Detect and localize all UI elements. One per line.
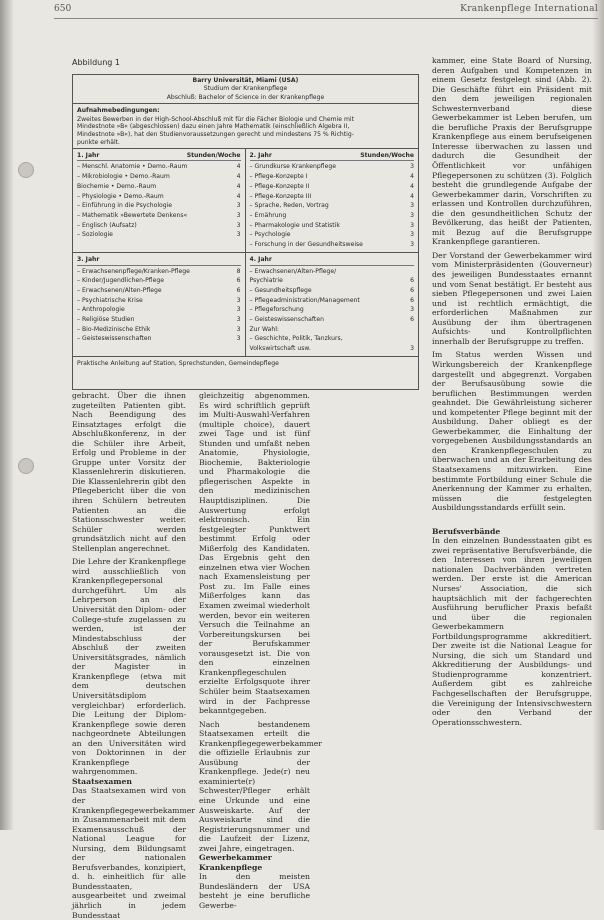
course-name: – Pharmakologie und Statistik bbox=[249, 221, 340, 229]
hours-label: Stunden/Woche bbox=[360, 151, 414, 159]
section-heading: Berufsverbände bbox=[432, 526, 501, 536]
course-hours: 6 bbox=[410, 286, 414, 294]
course-row bbox=[77, 221, 241, 231]
course-name: – Pflege-Konzepte III bbox=[249, 192, 312, 200]
year-1-list bbox=[77, 162, 241, 240]
course-row bbox=[250, 211, 415, 221]
course-row bbox=[77, 296, 241, 306]
course-hours: 3 bbox=[236, 212, 241, 219]
course-hours: 6 bbox=[410, 277, 414, 285]
course-name: – Einführung in die Psychologie bbox=[77, 202, 173, 210]
course-row bbox=[77, 334, 241, 344]
course-row bbox=[250, 162, 415, 172]
course-name: – Anthropologie bbox=[77, 306, 125, 314]
years-1-2 bbox=[73, 149, 418, 253]
course-hours: 3 bbox=[410, 202, 414, 210]
course-row bbox=[250, 192, 415, 202]
course-row bbox=[77, 325, 241, 335]
course-hours: 4 bbox=[236, 192, 241, 200]
punch-hole bbox=[18, 162, 34, 178]
course-hours: 3 bbox=[236, 306, 241, 314]
course-hours: 4 bbox=[236, 163, 241, 171]
admission-line: Mindestnote »B«), hat den Studienvoraussetzungen gerecht und mindestens 75 % Richtig- bbox=[77, 131, 354, 139]
course-row bbox=[250, 334, 415, 344]
admission-section bbox=[73, 104, 418, 149]
course-name: – Mikrobiologie • Demo.-Raum bbox=[77, 173, 170, 181]
course-name: – Ernährung bbox=[249, 212, 287, 219]
course-name: – Psychologie bbox=[249, 231, 291, 239]
admission-line: punkte erhält. bbox=[77, 138, 120, 146]
punch-hole bbox=[18, 458, 34, 474]
course-row bbox=[250, 276, 415, 286]
course-name: – Erwachsenenpflege/Kranken-Pflege bbox=[77, 267, 190, 275]
course-row bbox=[250, 305, 415, 315]
course-row bbox=[250, 344, 415, 354]
course-hours: 3 bbox=[236, 325, 241, 333]
course-name: – Geisteswissenschaften bbox=[249, 316, 324, 324]
course-hours: 6 bbox=[236, 277, 241, 285]
course-hours: 3 bbox=[410, 241, 414, 249]
text-column-2 bbox=[199, 391, 322, 911]
paragraph: Im Status werden Wissen und Wirkungsbereich der Krankenpflege dargestellt und abgegrenzt. Vorgaben der Berufsausübung sowie die beruflichen Bestimmungen werden geahndet. Die Gewährleistung sicherer und kompetenter Pflege beginnt mit der Ausbildung. Daher obliegt es der Gewerbekammer, die Einhaltung der vorgegebenen Ausbildungsstandards an den Krankenpflegeschulen zu überwachen und an der Erarbeitung des Staatsexamens mitzuwirken. Eine bestimmte Fortbildung einer Schule die Anerkennung der Kammer zu erhalten, müssen die festgelegten Ausbildungsstandards erfüllt sein. bbox=[432, 350, 592, 513]
course-name: – Pflege-Konzepte II bbox=[249, 182, 310, 190]
course-name: – Menschl. Anatomie • Demo.-Raum bbox=[77, 163, 188, 171]
course-row bbox=[77, 162, 241, 172]
year-2-list bbox=[250, 162, 415, 249]
year-4-list bbox=[250, 267, 415, 354]
course-row bbox=[77, 315, 241, 325]
years-3-4 bbox=[73, 253, 418, 357]
course-hours: 3 bbox=[236, 202, 241, 210]
paragraph: kammer, eine State Board of Nursing, deren Aufgaben und Kompetenzen in einem Gesetz festgelegt sind (Abb. 2). Die Geschäfte führt ein Präsident mit den dem jeweiligen regionalen Schwesternverband diese Gewerbekammer ist Leben berufen, um die berufliche Praxis der Berufsgruppe Krankenpflege aus einem berufseigenen Interesse überwachen zu lassen und dadurch die Gesundheit der Öffentlichkeit vor unfähigen Pflegepersonen zu schützen (3). Folglich besteht die grundlegende Aufgabe der Gewerbekammer darin, Vorschriften zu erlassen und Kontrollen durchzuführen, die den gesundheitlichen Schutz der Bevölkerung, das heißt der Patienten, mit Bezug auf die Berufsgruppe Krankenpflege garantieren. bbox=[432, 56, 592, 247]
course-name: – Englisch (Aufsatz) bbox=[77, 221, 137, 229]
course-name: – Sprache, Reden, Vortrag bbox=[249, 202, 329, 210]
year-3-label: 3. Jahr bbox=[77, 255, 100, 263]
course-row bbox=[77, 192, 241, 202]
program-name: Studium der Krankenpflege bbox=[203, 85, 288, 93]
course-name: – Pflegeforschung bbox=[249, 306, 304, 314]
curriculum-table bbox=[72, 74, 419, 390]
course-row bbox=[250, 286, 415, 296]
course-name: – Soziologie bbox=[77, 231, 113, 239]
course-row bbox=[250, 315, 415, 325]
course-hours: 3 bbox=[410, 221, 414, 229]
course-hours: 4 bbox=[410, 173, 414, 181]
year-3-list bbox=[77, 267, 241, 345]
course-hours: 4 bbox=[236, 173, 241, 181]
course-name: Volkswirtschaft usw. bbox=[249, 345, 311, 353]
course-name: – Religiöse Studien bbox=[77, 316, 135, 324]
year-2-column bbox=[246, 149, 419, 252]
table-title bbox=[73, 75, 418, 104]
paragraph: In den meisten Bundesländern der USA besteht je eine berufliche Gewerbe- bbox=[199, 872, 310, 910]
course-row bbox=[250, 240, 415, 250]
practical-note: Praktische Anleitung auf Station, Sprechstunden, Gemeindepflege bbox=[77, 359, 279, 367]
course-row bbox=[77, 182, 241, 192]
page-edge bbox=[592, 0, 604, 830]
course-name: – Physiologie • Demo.-Raum bbox=[77, 192, 164, 200]
course-row bbox=[77, 267, 241, 277]
course-row bbox=[250, 325, 415, 335]
course-hours: 3 bbox=[236, 316, 241, 324]
course-hours: 6 bbox=[410, 316, 414, 324]
admission-line: Zweites Bewerben in der High-School-Abschluß mit für die Fächer Biologie und Chemie mit bbox=[77, 115, 354, 123]
course-hours: 3 bbox=[236, 296, 241, 304]
year-2-label: 2. Jahr bbox=[249, 151, 272, 159]
course-row bbox=[77, 286, 241, 296]
admission-line: Mindestnote »B« (abgeschlossen) dazu einen Jahre Mathematik (einschließlich Algebra II, bbox=[77, 123, 350, 131]
course-name: – Bio-Medizinische Ethik bbox=[77, 325, 151, 333]
paragraph: gebracht. Über die ihnen zugeteilten Patienten gibt. Nach Beendigung des Einsatztages erfolgt die Abschlußkonferenz, in der die Schüler ihre Arbeit, Erfolg und Probleme in der Gruppe unter Vorsitz der Klassenlehrerin diskutieren. Die Klassenlehrerin gibt den Pflegebericht über die von ihren Schülern betreuten Patienten an die Stationsschwester weiter. Schüler werden grundsätzlich nicht auf den Stellenplan angerechnet. bbox=[72, 391, 186, 553]
course-hours: 3 bbox=[410, 231, 414, 239]
course-name: – Psychiatrische Krise bbox=[77, 296, 143, 304]
course-row bbox=[77, 305, 241, 315]
year-3-column bbox=[73, 253, 246, 356]
course-name: – Pflege-Konzepte I bbox=[249, 173, 308, 181]
text-column-1 bbox=[72, 391, 195, 920]
paragraph: In den einzelnen Bundesstaaten gibt es zwei repräsentative Berufsverbände, die den Interessen von ihren jeweiligen nationalen Dachverbänden vertreten werden. Der erste ist die American Nurses' Association, die sich hauptsächlich mit der fachgerechten Ausführung beruflicher Praxis befaßt und über die regionalen Gewerbekammern Fortbildungsprogramme akkreditiert. Der zweite ist die National League for Nursing, die sich um Standard und Akkreditierung der Ausbildungs- und Studienprogramme konzentriert. Außerdem gibt es zahlreiche Fachgesellschaften der Berufsgruppe, die Vereinigung der Intensivschwestern oder den Verband der Operationsschwestern. bbox=[432, 536, 592, 727]
course-hours: 3 bbox=[236, 231, 241, 239]
course-row bbox=[77, 230, 241, 240]
course-name: – Geisteswissenschaften bbox=[77, 335, 152, 343]
course-hours bbox=[405, 267, 414, 277]
text-column-right bbox=[432, 56, 592, 727]
section-heading: Gewerbekammer Krankenpflege bbox=[199, 853, 272, 872]
figure-label: Abbildung 1 bbox=[72, 58, 121, 67]
course-row bbox=[77, 276, 241, 286]
course-name: Biochemie • Demo.-Raum bbox=[77, 182, 157, 190]
course-name: – Forschung in der Gesundheitsweise bbox=[249, 241, 363, 249]
admission-heading: Aufnahmebedingungen: bbox=[77, 106, 160, 114]
course-hours: 8 bbox=[236, 267, 241, 275]
course-row bbox=[250, 230, 415, 240]
course-hours: 4 bbox=[236, 182, 241, 190]
header-rule bbox=[54, 18, 598, 19]
paragraph: Der Vorstand der Gewerbekammer wird vom Ministerpräsidenten (Gouverneur) des jeweiligen Bundesstaates ernannt und vom Senat bestätigt. Er besteht aus sieben Pflegepersonen und zwei Laien und ist rechtlich ermächtigt, die erforderlichen Maßnahmen zur Ausübung der ihm übertragenen Aufsichts- und Kontrollpflichten innerhalb der Berufsgruppe zu treffen. bbox=[432, 250, 592, 346]
course-row bbox=[77, 172, 241, 182]
course-row bbox=[77, 211, 241, 221]
course-name: Psychiatrie bbox=[249, 277, 283, 285]
course-hours: 3 bbox=[236, 221, 241, 229]
course-row bbox=[250, 267, 415, 277]
course-hours: 6 bbox=[236, 286, 241, 294]
hours-label: Stunden/Woche bbox=[186, 151, 241, 159]
course-hours: 4 bbox=[410, 182, 414, 190]
course-row bbox=[250, 182, 415, 192]
course-name: – Erwachsenen/Alten-Pflege/ bbox=[249, 267, 337, 275]
course-hours bbox=[405, 334, 414, 344]
degree-name: Abschluß: Bachelor of Science in der Krankenpflege bbox=[166, 93, 325, 101]
course-name: – Geschichte, Politik, Tanzkurs, bbox=[249, 335, 343, 343]
course-row bbox=[250, 221, 415, 231]
running-head: Krankenpflege International bbox=[460, 4, 598, 14]
course-hours: 3 bbox=[410, 163, 414, 171]
course-row bbox=[250, 201, 415, 211]
course-row bbox=[250, 296, 415, 306]
course-name: Zur Wahl: bbox=[249, 325, 279, 333]
course-hours bbox=[405, 325, 414, 335]
course-name: – Grundkurse Krankenpflege bbox=[249, 163, 336, 171]
course-hours: 3 bbox=[410, 345, 414, 353]
course-row bbox=[77, 201, 241, 211]
section-heading: Staatsexamen bbox=[72, 776, 133, 786]
page-binding-shadow bbox=[0, 0, 14, 830]
course-hours: 3 bbox=[236, 335, 241, 343]
year-1-label: 1. Jahr bbox=[77, 151, 100, 159]
course-hours: 6 bbox=[410, 296, 414, 304]
year-4-column bbox=[246, 253, 419, 356]
course-hours: 3 bbox=[410, 306, 414, 314]
page-number: 650 bbox=[54, 4, 72, 14]
year-4-label: 4. Jahr bbox=[249, 255, 272, 263]
university-name: Barry Universität, Miami (USA) bbox=[192, 77, 299, 84]
course-row bbox=[250, 172, 415, 182]
course-name: – Mathematik »Bewertete Denkens« bbox=[77, 212, 188, 219]
course-hours: 4 bbox=[410, 192, 414, 200]
paragraph: gleichzeitig abgenommen. Es wird schriftlich geprüft im Multi-Auswahl-Verfahren (multiple choice), dauert zwei Tage und ist fünf Stunden und umfaßt neben Anatomie, Physiologie, Biochemie, Bakteriologie und Pharmakologie die pflegerischen Aspekte in den medizinischen Hauptdisziplinen. Die Auswertung erfolgt elektronisch. Ein festgelegter Punktwert bestimmt Erfolg oder Mißerfolg des Kandidaten. Das Ergebnis geht den einzelnen etwa vier Wochen nach Examensleistung per Post zu. Im Falle eines Mißerfolges kann das Examen zweimal wiederholt werden, bevor ein weiteren Versuch die Teilnahme an Vorbereitungskursen bei der Berufskammer vorausgesetzt ist. Die von den einzelnen Krankenpflegeschulen erzielte Erfolgsquote ihrer Schüler beim Staatsexamen wird in der Fachpresse bekanntgegeben. bbox=[199, 391, 310, 716]
paragraph: Die Lehre der Krankenpflege wird ausschließlich von Krankenpflegepersonal durchgeführt. Um als Lehrperson an der Universität den Diplom- oder College-stufe zugelassen zu werden, ist der Mindestabschluss der Abschluß der zweiten Universitätsgrades, nämlich der Magister in Krankenpflege (etwa mit dem deutschen Universitätsdiplom vergleichbar) erforderlich. Die Leitung der Diplom-Krankenpflege sowie deren nachgeordnete Abteilungen an den Universitäten wird von Doktorinnen in der Krankenpflege wahrgenommen. bbox=[72, 557, 186, 777]
paragraph: Nach bestandenem Staatsexamen erteilt die Krankenpflegegewerbekammer die offizielle Erlaubnis zur Ausübung der Krankenpflege. Jede(r) neu examinierte(r) Schwester/Pfleger erhält eine Urkunde und eine Ausweiskarte. Auf der Ausweiskarte sind die Registrierungsnummer und die Laufzeit der Lizenz, zwei Jahre, eingetragen. bbox=[199, 719, 322, 853]
paragraph: Das Staatsexamen wird von der Krankenpflegegewerbekammer in Zusammenarbeit mit dem Examensausschuß der National League for Nursing, dem Bildungsamt der nationalen Berufsverbandes, konzipiert, d. h. einheitlich für alle Bundesstaaten, ausgearbeitet und zweimal jährlich in jedem Bundesstaat bbox=[72, 786, 195, 920]
course-name: – Gesundheitspflege bbox=[249, 286, 312, 294]
course-name: – Erwachsenen/Alten-Pflege bbox=[77, 286, 162, 294]
year-1-column bbox=[73, 149, 246, 252]
course-name: – Pflegeadministration/Management bbox=[249, 296, 360, 304]
course-name: – Kinder/Jugendlichen-Pflege bbox=[77, 277, 165, 285]
course-hours: 3 bbox=[410, 212, 414, 219]
